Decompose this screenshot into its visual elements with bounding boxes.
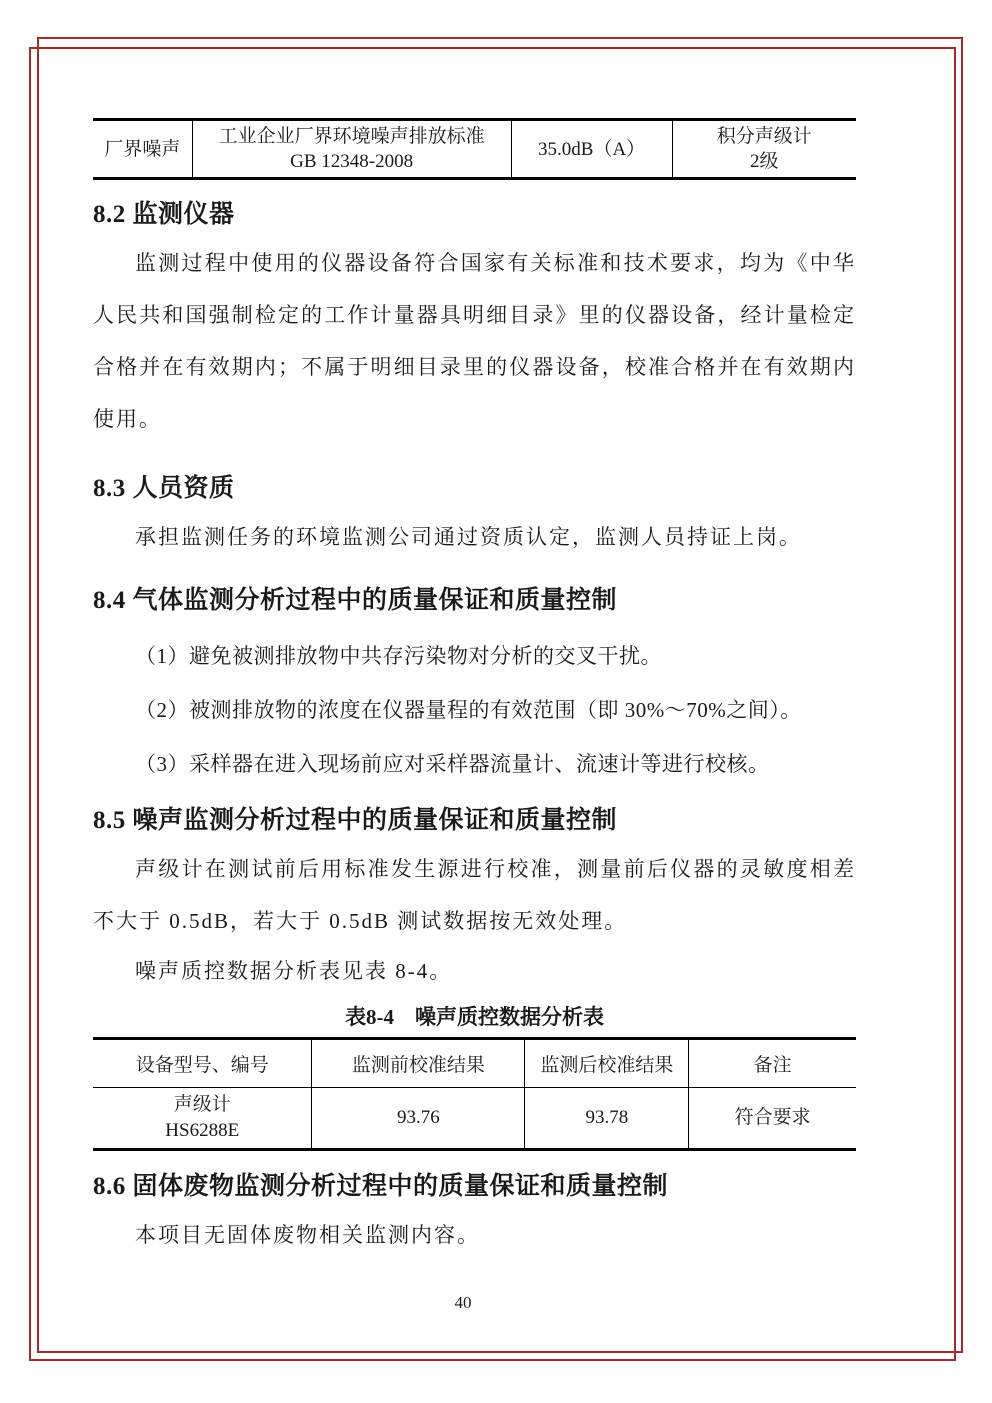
section-8-5-table-ref: 噪声质控数据分析表见表 8-4。	[135, 959, 453, 983]
cell-noise-category: 厂界噪声	[104, 138, 181, 160]
qc-header-before: 监测前校准结果	[312, 1039, 525, 1088]
section-8-5-heading: 8.5 噪声监测分析过程中的质量保证和质量控制	[93, 807, 618, 834]
section-8-4-item-1: （1）避免被测排放物中共存污染物对分析的交叉干扰。	[135, 644, 662, 668]
section-8-2-paragraph: 监测过程中使用的仪器设备符合国家有关标准和技术要求，均为《中华人民共和国强制检定的工作计量器具明细目录》里的仪器设备，经计量检定合格并在有效期内；不属于明细目录里的仪器设备，校准合格并在有效期内使用。	[93, 251, 856, 431]
qc-cell-before: 93.76	[312, 1088, 525, 1150]
section-8-5-paragraph: 声级计在测试前后用标准发生源进行校准，测量前后仪器的灵敏度相差不大于 0.5dB，若大于 0.5dB 测试数据按无效处理。	[93, 857, 856, 933]
section-8-2-heading: 8.2 监测仪器	[93, 201, 235, 228]
qc-header-note: 备注	[689, 1039, 856, 1088]
noise-standard-table	[93, 118, 856, 180]
table-8-4-caption: 表8-4 噪声质控数据分析表	[345, 1005, 604, 1029]
section-8-3-heading: 8.3 人员资质	[93, 475, 235, 502]
page-content	[93, 118, 856, 1259]
standard-title: 工业企业厂界环境噪声排放标准	[218, 126, 485, 147]
qc-cell-device	[93, 1088, 312, 1150]
qc-data-table	[93, 1037, 856, 1151]
section-8-4-item-3: （3）采样器在进入现场前应对采样器流量计、流速计等进行校核。	[135, 752, 770, 776]
standard-code: GB 12348-2008	[290, 151, 414, 172]
instrument-name: 积分声级计	[716, 126, 812, 147]
device-model: HS6288E	[165, 1120, 240, 1141]
cell-limit-value: 35.0dB（A）	[511, 120, 672, 179]
qc-table-data-row	[93, 1088, 856, 1150]
section-8-6-paragraph: 本项目无固体废物相关监测内容。	[135, 1223, 480, 1247]
section-8-4-item-2: （2）被测排放物的浓度在仪器量程的有效范围（即 30%～70%之间）。	[135, 698, 802, 722]
qc-table-header-row	[93, 1039, 856, 1088]
device-type: 声级计	[173, 1094, 231, 1115]
section-8-6-heading: 8.6 固体废物监测分析过程中的质量保证和质量控制	[93, 1173, 669, 1200]
page-number: 40	[454, 1293, 472, 1312]
qc-cell-note: 符合要求	[689, 1088, 856, 1150]
cell-standard-name	[192, 120, 511, 179]
section-8-4-heading: 8.4 气体监测分析过程中的质量保证和质量控制	[93, 587, 618, 614]
cell-instrument	[672, 120, 856, 179]
table-row	[93, 120, 856, 179]
qc-header-device: 设备型号、编号	[93, 1039, 312, 1088]
section-8-3-paragraph: 承担监测任务的环境监测公司通过资质认定，监测人员持证上岗。	[135, 525, 802, 549]
instrument-class: 2级	[750, 151, 779, 172]
qc-cell-after: 93.78	[525, 1088, 689, 1150]
qc-header-after: 监测后校准结果	[525, 1039, 689, 1088]
